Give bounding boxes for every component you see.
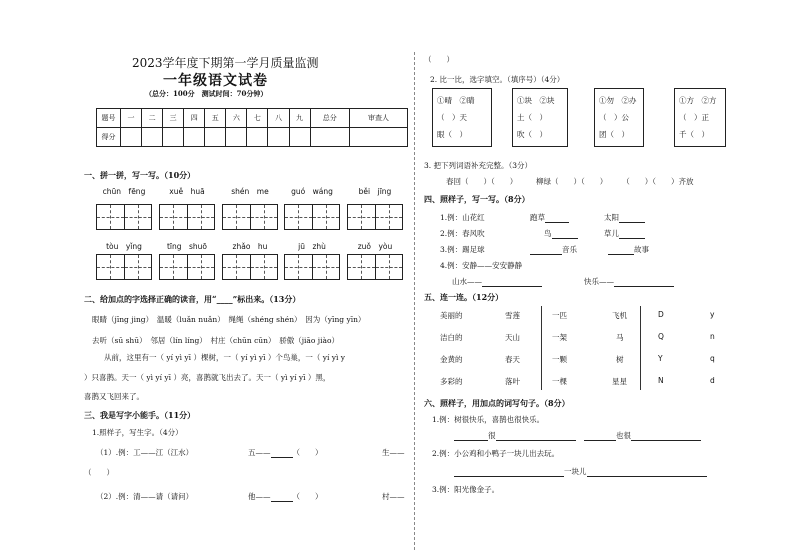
sentence-example: 2.例：小公鸡和小鸭子一块儿出去玩。 <box>432 449 560 458</box>
answer-blank[interactable] <box>619 222 645 223</box>
match-item[interactable]: 春天 <box>505 355 520 364</box>
section6-heading: 六、照样子，用加点的词写句子。（8分） <box>424 398 570 408</box>
fill-item <box>248 447 323 458</box>
match-item[interactable]: 飞机 <box>612 311 627 320</box>
match-item[interactable]: 金黄的 <box>440 355 463 364</box>
paren-blank[interactable]: （ ） <box>292 448 323 457</box>
match-item[interactable]: 美丽的 <box>440 311 463 320</box>
writing-grid[interactable] <box>222 204 278 230</box>
match-item[interactable]: 天山 <box>505 333 520 342</box>
compare-box-options: ①方 ②方 <box>679 96 717 105</box>
match-item[interactable]: 一颗 <box>552 355 567 364</box>
fill-item-label: 故事 <box>634 245 649 254</box>
compare-box-options: ①块 ②块 <box>517 96 555 105</box>
compare-box-blank[interactable]: 土（ ） <box>517 113 547 122</box>
score-table-header-row <box>97 109 408 128</box>
sentence-example: 1.例：树很快乐，喜鹊也很快乐。 <box>432 415 545 424</box>
score-input-cell[interactable] <box>350 128 408 147</box>
score-cell: 七 <box>247 109 268 128</box>
reading-choice-line: 喜鹊又飞回来了。 <box>84 392 144 401</box>
answer-blank[interactable] <box>271 457 293 458</box>
pattern-example: 1.例：山花红 <box>440 213 485 222</box>
column-divider <box>414 52 415 550</box>
score-input-cell[interactable] <box>121 128 142 147</box>
fill-item-label: 快乐—— <box>584 277 614 286</box>
answer-blank[interactable] <box>631 440 701 441</box>
idiom-fill-line[interactable]: 春回（ ）（ ） 柳绿（ ）（ ） （ ）（ ）齐放 <box>446 177 694 186</box>
fill-item-label: 山水—— <box>452 277 482 286</box>
answer-blank[interactable] <box>608 254 634 255</box>
section4-heading: 四、照样子，写一写。（8分） <box>424 194 530 204</box>
fill-item-label: 他—— <box>248 492 271 501</box>
exam-note: （总分：100分 测试时间：70分钟） <box>145 89 268 98</box>
section3-subquestion: 1.照样子，写生字。（4分） <box>92 428 183 437</box>
fill-item <box>584 276 674 287</box>
fill-item <box>544 228 578 239</box>
reading-choice-line: 去听（sū shū） 邻居（lín líng） 村庄（chūn cūn） 骄傲（jiāo jiào） <box>92 336 340 345</box>
match-item[interactable]: 一棵 <box>552 377 567 386</box>
match-item[interactable]: 一架 <box>552 333 567 342</box>
writing-grid[interactable] <box>347 204 403 230</box>
fill-item-label: 很 <box>488 431 496 440</box>
answer-blank[interactable] <box>584 440 616 441</box>
paren-blank[interactable]: （ ） <box>292 492 323 501</box>
score-cell: 四 <box>184 109 205 128</box>
paren-blank[interactable]: （ ） <box>424 55 454 64</box>
fill-item-label: 太阳 <box>604 213 619 222</box>
score-input-cell[interactable] <box>310 128 349 147</box>
compare-box <box>512 88 568 147</box>
fill-item-label: 村—— <box>382 492 405 501</box>
answer-blank[interactable] <box>454 476 564 477</box>
match-item[interactable]: 马 <box>616 333 624 342</box>
sentence-fill <box>454 466 707 477</box>
score-table <box>96 108 408 147</box>
score-input-cell[interactable] <box>142 128 163 147</box>
match-item[interactable]: 树 <box>616 355 624 364</box>
match-item[interactable]: 一匹 <box>552 311 567 320</box>
score-table-score-row <box>97 128 408 147</box>
match-item[interactable]: q <box>710 354 715 363</box>
writing-grid[interactable] <box>96 254 152 280</box>
pinyin-label: zuǒ yòu <box>357 242 393 251</box>
compare-box-blank[interactable]: （ ）正 <box>679 113 709 122</box>
match-item[interactable]: Y <box>658 354 663 363</box>
score-cell: 总分 <box>310 109 349 128</box>
compare-box-options: ①勿 ②办 <box>599 96 637 105</box>
pattern-example: 3.例：踢足球 <box>440 245 485 254</box>
compare-box-options: ①晴 ②睛 <box>437 96 475 105</box>
match-item[interactable]: d <box>710 376 715 385</box>
match-item[interactable]: y <box>710 310 715 319</box>
pinyin-label: jū zhù <box>298 242 326 251</box>
compare-question: 2. 比一比，选字填空。（填序号）（4分） <box>430 75 565 84</box>
fill-item <box>530 244 577 255</box>
page-title: 2023学年度下期第一学月质量监测 <box>132 56 319 70</box>
writing-grid[interactable] <box>96 204 152 230</box>
idiom-question: 3. 把下列词语补充完整。（3分） <box>424 161 533 170</box>
fill-item <box>248 491 323 502</box>
compare-box-blank[interactable]: （ ）天 <box>437 113 467 122</box>
reading-choice-line: 从前，这里有一（ yí yì yī ）棵树，一（ yí yì yī ）个鸟巢，一（ yí yì y <box>104 353 346 362</box>
match-item[interactable]: 雪莲 <box>505 311 520 320</box>
compare-box <box>674 88 726 147</box>
score-input-cell[interactable] <box>268 128 289 147</box>
compare-box <box>594 88 644 147</box>
answer-blank[interactable] <box>614 286 674 287</box>
score-input-cell[interactable] <box>205 128 226 147</box>
score-input-cell[interactable] <box>289 128 310 147</box>
fill-item-label: 生—— <box>382 448 405 457</box>
score-cell: 二 <box>142 109 163 128</box>
pinyin-label: běi jīng <box>358 187 392 196</box>
match-item[interactable]: Q <box>658 332 664 341</box>
fill-item-label: 草儿 <box>604 229 619 238</box>
compare-box-blank[interactable]: 团（ ） <box>599 130 629 139</box>
score-cell: 五 <box>205 109 226 128</box>
exam-subtitle: 一年级语文试卷 <box>163 73 268 89</box>
match-item[interactable]: 落叶 <box>505 377 520 386</box>
fill-item <box>452 276 542 287</box>
matching-divider <box>640 306 641 390</box>
match-item[interactable]: N <box>658 376 664 385</box>
match-item[interactable]: D <box>658 310 664 319</box>
pinyin-label: guó wáng <box>291 187 333 196</box>
answer-blank[interactable] <box>482 286 542 287</box>
score-input-cell[interactable] <box>163 128 184 147</box>
writing-grid[interactable] <box>222 254 278 280</box>
score-input-cell[interactable] <box>226 128 247 147</box>
pinyin-label: tīng shuō <box>166 242 208 251</box>
section1-heading: 一、拼一拼，写一写。（10分） <box>84 170 196 180</box>
compare-box <box>432 88 492 147</box>
match-item[interactable]: n <box>710 332 715 341</box>
answer-blank[interactable] <box>496 440 576 441</box>
writing-grid[interactable] <box>284 254 340 280</box>
sentence-fill <box>454 430 576 441</box>
score-cell: 六 <box>226 109 247 128</box>
pattern-example: 2.例：春风吹 <box>440 229 485 238</box>
pinyin-label: chūn fēng <box>102 187 146 196</box>
answer-blank[interactable] <box>552 238 578 239</box>
compare-box-blank[interactable]: （ ）公 <box>599 113 629 122</box>
fill-item-label: 音乐 <box>562 245 577 254</box>
score-row-label: 得分 <box>97 128 121 147</box>
score-input-cell[interactable] <box>184 128 205 147</box>
score-cell: 九 <box>289 109 310 128</box>
matching-divider <box>541 306 542 390</box>
fill-item <box>604 212 645 223</box>
section3-heading: 三、我是写字小能手。（11分） <box>84 410 196 420</box>
fill-item-label: 五—— <box>248 448 271 457</box>
fill-item-label: 跑草 <box>530 213 545 222</box>
match-item[interactable]: 星星 <box>612 377 627 386</box>
fill-item-label: 鸟 <box>544 229 552 238</box>
writing-grid[interactable] <box>159 254 215 280</box>
compare-box-blank[interactable]: 眼（ ） <box>437 130 467 139</box>
reading-choice-line: 眼睛（jīng jing） 温暖（luǎn nuǎn） 绳绳（shéng shén） 因为（yīng yīn） <box>92 315 366 324</box>
score-cell: 一 <box>121 109 142 128</box>
writing-grid[interactable] <box>284 204 340 230</box>
pinyin-label: tòu yǐng <box>106 242 142 251</box>
reading-choice-line: ）只喜鹊。天一（ yì yí yī ）亮，喜鹊就飞出去了。天一（ yì yí yī ）黑， <box>84 373 331 382</box>
example-text: （2）.例：清——请（请问） <box>96 492 194 501</box>
fill-item <box>608 244 649 255</box>
example-text: （1）.例：工——江（江水） <box>96 448 194 457</box>
pinyin-label: zhǎo hu <box>232 242 268 251</box>
score-cell: 三 <box>163 109 184 128</box>
score-cell: 题号 <box>97 109 121 128</box>
score-input-cell[interactable] <box>247 128 268 147</box>
pattern-example: 4.例：安静——安安静静 <box>440 261 523 270</box>
sentence-fill <box>584 430 701 441</box>
answer-blank[interactable] <box>545 222 569 223</box>
answer-blank[interactable] <box>587 476 707 477</box>
match-item[interactable]: 多彩的 <box>440 377 463 386</box>
fill-item <box>382 447 405 458</box>
answer-blank[interactable] <box>454 440 488 441</box>
fill-item-label: 也很 <box>616 431 631 440</box>
score-cell: 审查人 <box>350 109 408 128</box>
score-cell: 八 <box>268 109 289 128</box>
writing-grid[interactable] <box>159 204 215 230</box>
answer-blank[interactable] <box>619 238 645 239</box>
section5-heading: 五、连一连。（12分） <box>424 292 504 302</box>
pinyin-label: xuě huā <box>169 187 205 196</box>
match-item[interactable]: 洁白的 <box>440 333 463 342</box>
answer-blank[interactable] <box>530 254 562 255</box>
section2-heading: 二、给加点的字选择正确的读音，用“____”标出来。（13分） <box>84 294 301 304</box>
paren-blank[interactable]: （ ） <box>84 468 114 477</box>
pinyin-label: shén me <box>231 187 269 196</box>
sentence-example: 3.例：阳光像金子。 <box>432 485 500 494</box>
compare-box-blank[interactable]: 吹（ ） <box>517 130 547 139</box>
fill-item-label: 一块儿 <box>564 467 587 476</box>
fill-item <box>382 491 405 502</box>
compare-box-blank[interactable]: 千（ ） <box>679 130 709 139</box>
fill-item <box>530 212 569 223</box>
writing-grid[interactable] <box>347 254 403 280</box>
fill-item <box>604 228 645 239</box>
answer-blank[interactable] <box>271 501 293 502</box>
